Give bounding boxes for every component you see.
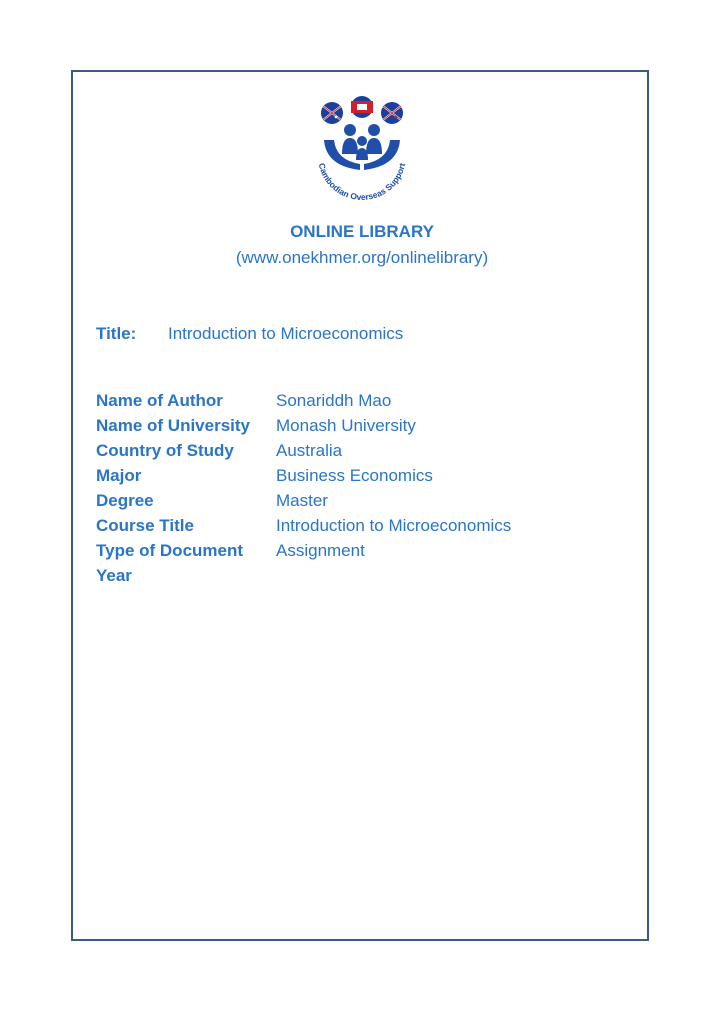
field-label: Course Title	[96, 516, 194, 535]
field-degree	[96, 488, 511, 513]
family-icon	[342, 124, 382, 160]
cambodian-overseas-support-logo	[306, 96, 418, 208]
new-zealand-flag-icon	[381, 102, 403, 124]
field-label: Name of Author	[96, 391, 223, 410]
field-year	[96, 563, 511, 588]
logo-text: Cambodian Overseas Support	[316, 161, 408, 203]
document-title-row	[96, 324, 403, 344]
document-details	[96, 388, 511, 588]
field-country	[96, 438, 511, 463]
cambodia-flag-icon	[351, 96, 373, 118]
field-label: Type of Document	[96, 541, 244, 560]
field-value: Sonariddh Mao	[276, 391, 392, 410]
title-value: Introduction to Microeconomics	[168, 324, 404, 343]
field-university	[96, 413, 511, 438]
field-label: Country of Study	[96, 441, 234, 460]
field-value: Introduction to Microeconomics	[276, 516, 512, 535]
field-value: Australia	[276, 441, 343, 460]
field-author	[96, 388, 511, 413]
field-value: Monash University	[276, 416, 416, 435]
field-label: Degree	[96, 491, 154, 510]
field-major	[96, 463, 511, 488]
field-label: Name of University	[96, 416, 250, 435]
library-title: ONLINE LIBRARY	[290, 222, 434, 241]
field-value: Master	[276, 491, 328, 510]
field-value: Assignment	[276, 541, 365, 560]
title-label: Title:	[96, 324, 137, 343]
australia-flag-icon	[321, 102, 343, 124]
field-value: Business Economics	[276, 466, 433, 485]
field-label: Year	[96, 566, 132, 585]
library-url: (www.onekhmer.org/onlinelibrary)	[235, 248, 489, 267]
field-label: Major	[96, 466, 142, 485]
field-course-title	[96, 513, 511, 538]
logo-graphic	[306, 96, 418, 208]
field-document-type	[96, 538, 511, 563]
